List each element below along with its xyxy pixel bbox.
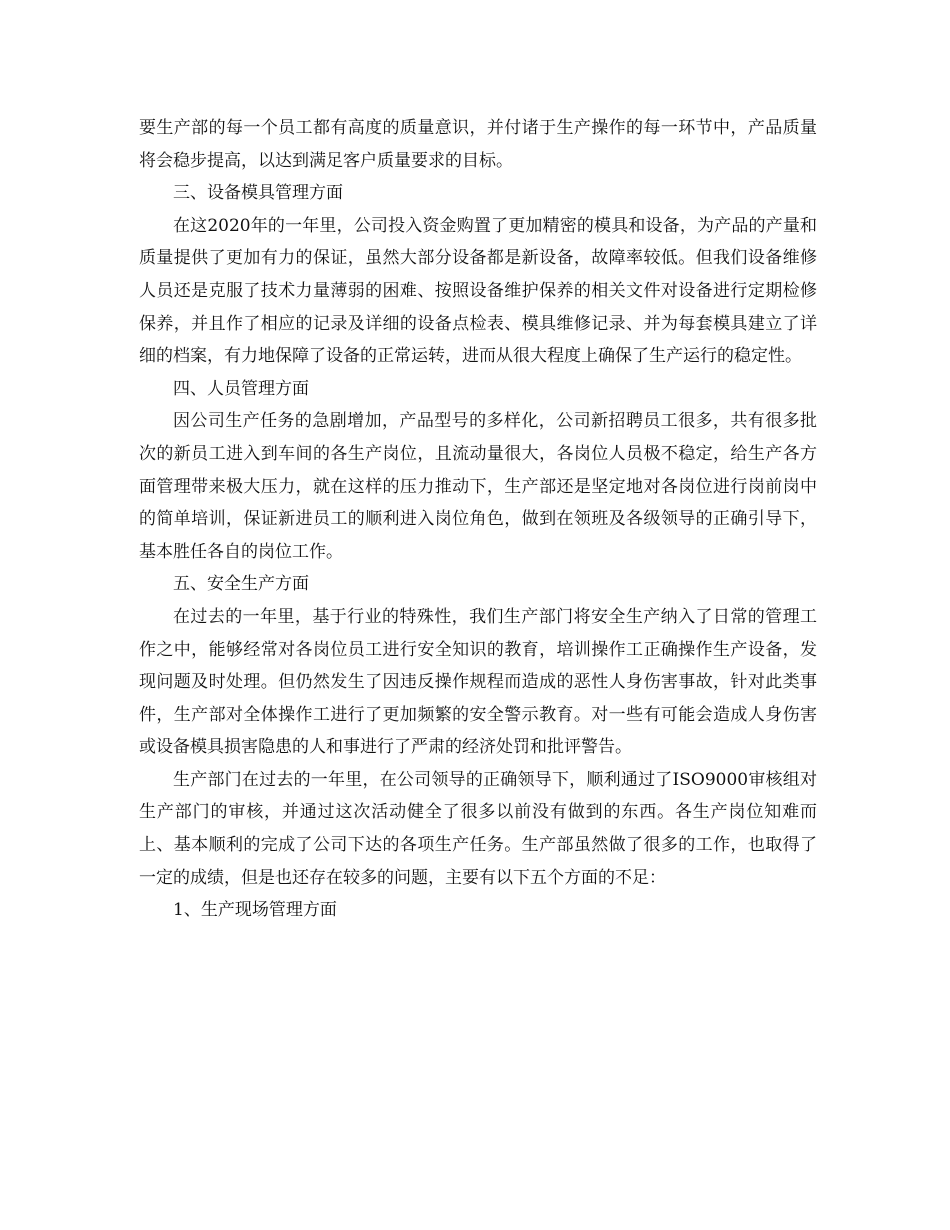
document-body [139, 112, 817, 927]
section-heading-personnel: 四、人员管理方面 [173, 378, 309, 399]
paragraph-quality-conclusion: 要生产部的每一个员工都有高度的质量意识，并付诸于生产操作的每一环节中，产品质量将会稳步提高，以达到满足客户质量要求的目标。 [139, 118, 817, 171]
paragraph-personnel: 因公司生产任务的急剧增加，产品型号的多样化，公司新招聘员工很多，共有很多批次的新员工进入到车间的各生产岗位，且流动量很大，各岗位人员极不稳定，给生产各方面管理带来极大压力，就在这样的压力推动下，生产部还是坚定地对各岗位进行岗前岗中的简单培训，保证新进员工的顺利进入岗位角色，做到在领班及各级领导的正确引导下，基本胜任各自的岗位工作。 [139, 411, 817, 562]
section-heading-safety: 五、安全生产方面 [173, 574, 309, 595]
paragraph-equipment: 在这2020年的一年里，公司投入资金购置了更加精密的模具和设备，为产品的产量和质量提供了更加有力的保证，虽然大部分设备都是新设备，故障率较低。但我们设备维修人员还是克服了技术力量薄弱的困难、按照设备维护保养的相关文件对设备进行定期检修保养，并且作了相应的记录及详细的设备点检表、模具维修记录、并为每套模具建立了详细的档案，有力地保障了设备的正常运转，进而从很大程度上确保了生产运行的稳定性。 [139, 215, 817, 367]
paragraph-safety: 在过去的一年里，基于行业的特殊性，我们生产部门将安全生产纳入了日常的管理工作之中，能够经常对各岗位员工进行安全知识的教育，培训操作工正确操作生产设备，发现问题及时处理。但仍然发生了因违反操作规程而造成的恶性人身伤害事故，针对此类事件，生产部对全体操作工进行了更加频繁的安全警示教育。对一些有可能会造成人身伤害或设备模具损害隐患的人和事进行了严肃的经济处罚和批评警告。 [139, 606, 817, 758]
section-heading-site-management: 1、生产现场管理方面 [173, 900, 337, 921]
paragraph-summary: 生产部门在过去的一年里，在公司领导的正确领导下，顺利通过了ISO9000审核组对生产部门的审核，并通过这次活动健全了很多以前没有做到的东西。各生产岗位知难而上、基本顺利的完成了公司下达的各项生产任务。生产部虽然做了很多的工作，也取得了一定的成绩，但是也还存在较多的问题，主要有以下五个方面的不足： [139, 769, 817, 888]
section-heading-equipment: 三、设备模具管理方面 [173, 183, 343, 204]
